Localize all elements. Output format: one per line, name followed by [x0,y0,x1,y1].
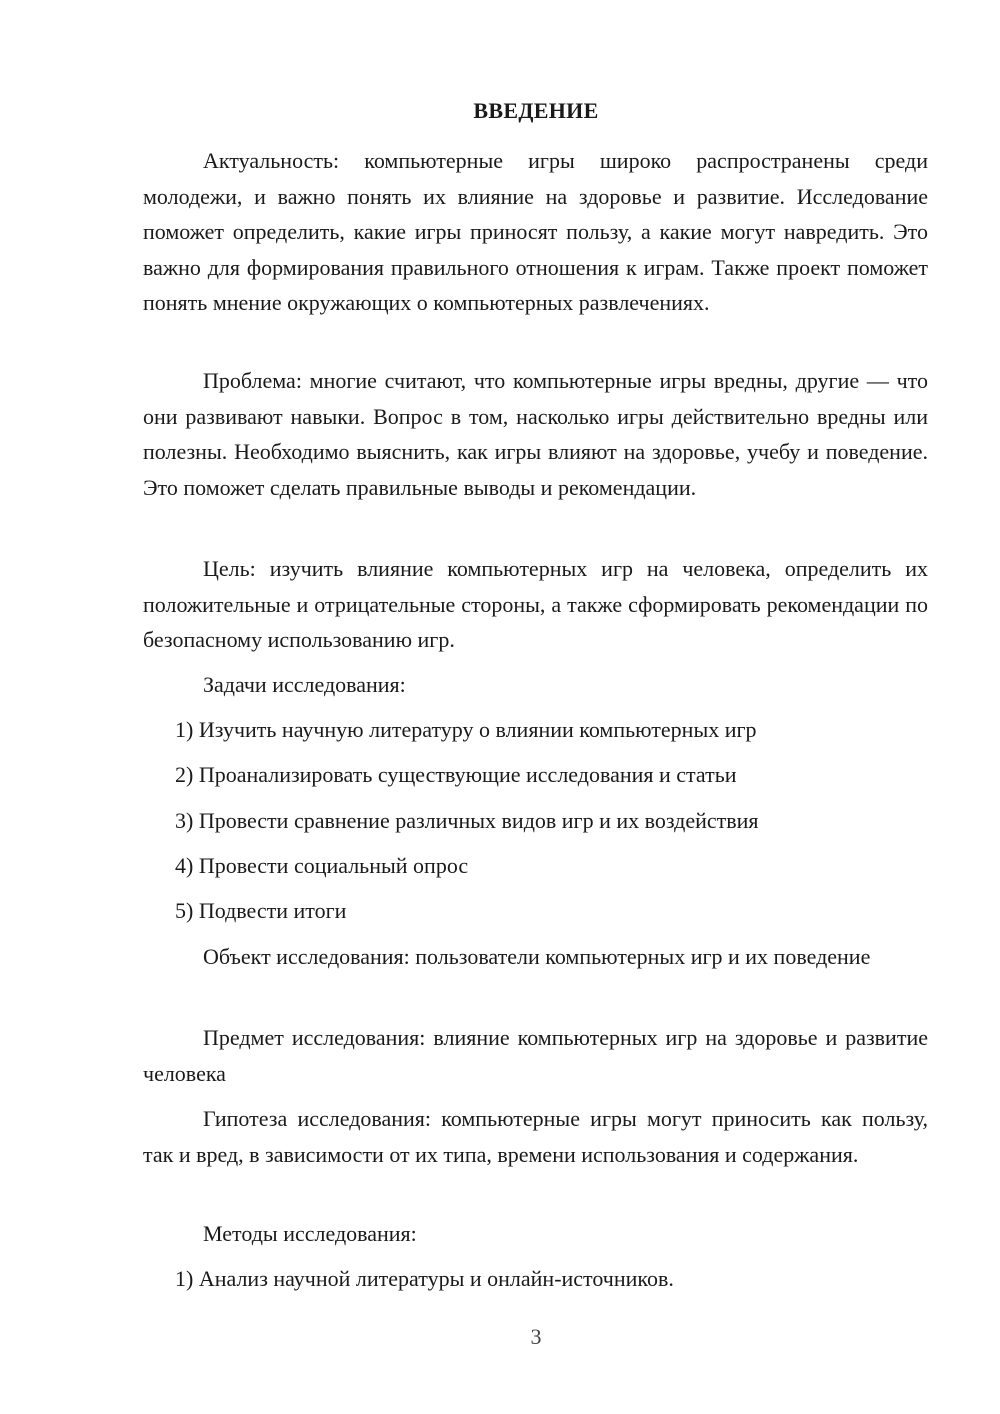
section-heading: ВВЕДЕНИЕ [473,98,599,123]
methods-title: Методы исследования: [203,1221,417,1246]
goal-paragraph: Цель: изучить влияние компьютерных игр на человека, определить их положительные и отрицательные стороны, а также сформировать рекомендации по безопасному использованию игр. [143,556,928,652]
page-number: 3 [530,1324,542,1349]
task-item-4: 4) Провести социальный опрос [175,853,469,878]
tasks-title: Задачи исследования: [203,672,406,697]
hypothesis-paragraph: Гипотеза исследования: компьютерные игры могут приносить как пользу, так и вред, в зависимости от их типа, времени использования и содержания. [143,1106,928,1167]
task-item-1: 1) Изучить научную литературу о влиянии компьютерных игр [175,717,757,742]
task-item-3: 3) Провести сравнение различных видов игр и их воздействия [175,808,759,833]
task-item-2: 2) Проанализировать существующие исследования и статьи [175,762,737,787]
task-item-5: 5) Подвести итоги [175,898,347,923]
method-item-1: 1) Анализ научной литературы и онлайн-источников. [175,1266,674,1291]
relevance-paragraph: Актуальность: компьютерные игры широко распространены среди молодежи, и важно понять их влияние на здоровье и развитие. Исследование поможет определить, какие игры приносят пользу, а какие могут навредить. Это важно для формирования правильного отношения к играм. Также проект поможет понять мнение окружающих о компьютерных развлечениях. [143,148,928,315]
subject-paragraph: Предмет исследования: влияние компьютерных игр на здоровье и развитие человека [143,1025,928,1086]
problem-paragraph: Проблема: многие считают, что компьютерные игры вредны, другие — что они развивают навыки. Вопрос в том, насколько игры действительно вредны или полезны. Необходимо выяснить, как игры влияют на здоровье, учебу и поведение. Это поможет сделать правильные выводы и рекомендации. [143,368,928,500]
object-paragraph: Объект исследования: пользователи компьютерных игр и их поведение [203,944,871,969]
